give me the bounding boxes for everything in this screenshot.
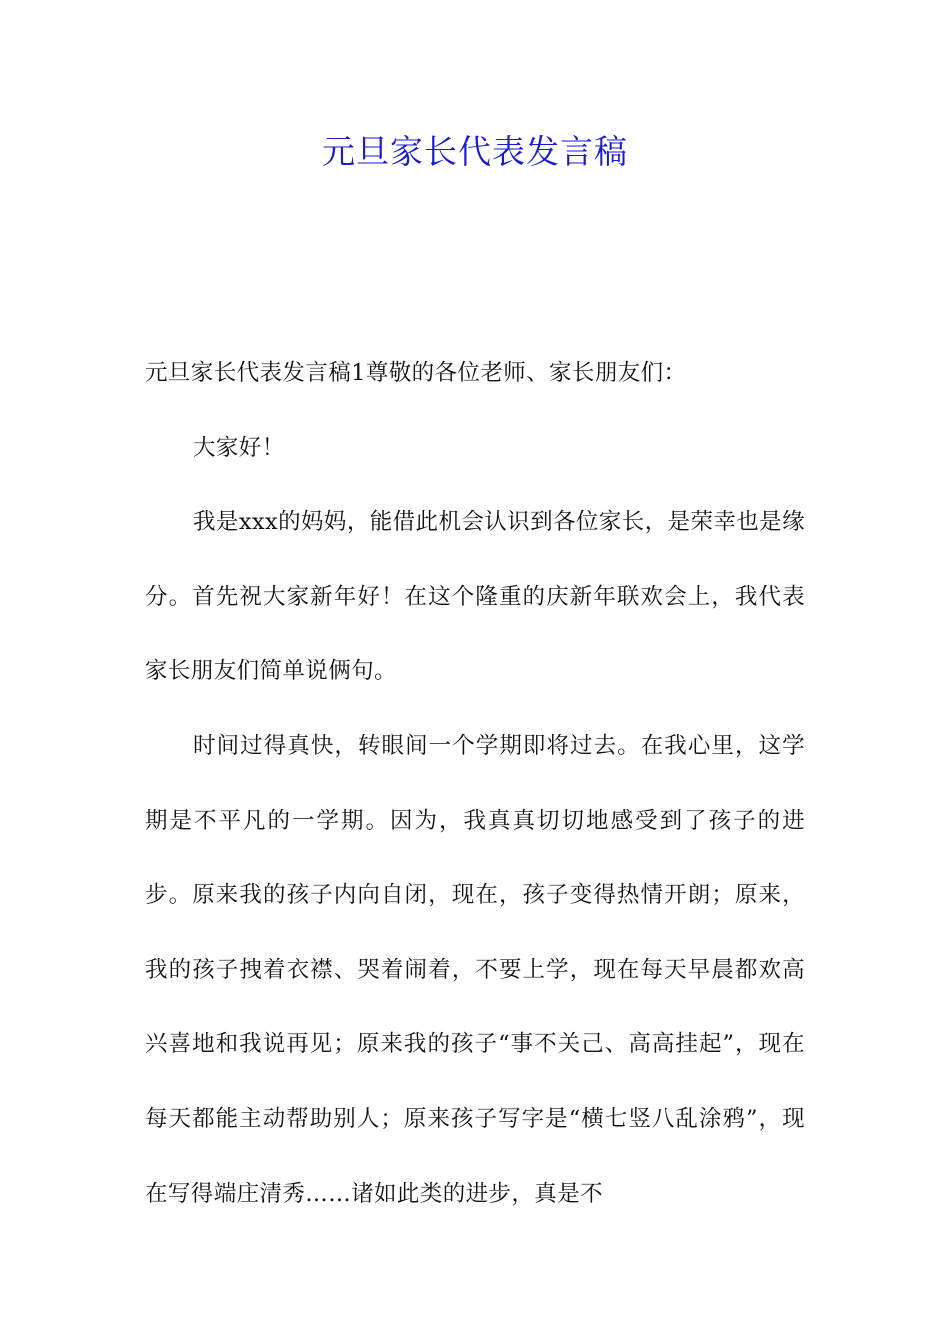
intro-paragraph: 我是xxx的妈妈，能借此机会认识到各位家长，是荣幸也是缘分。首先祝大家新年好！在这个隆重的庆新年联欢会上，我代表家长朋友们简单说俩句。 <box>145 509 805 685</box>
salutation-paragraph: 元旦家长代表发言稿1尊敬的各位老师、家长朋友们： <box>145 360 687 386</box>
greeting-paragraph: 大家好！ <box>193 434 285 461</box>
document-title: 元旦家长代表发言稿 <box>322 132 628 171</box>
document-body <box>145 336 805 1231</box>
progress-paragraph: 时间过得真快，转眼间一个学期即将过去。在我心里，这学期是不平凡的一学期。因为，我真真切切地感受到了孩子的进步。原来我的孩子内向自闭，现在，孩子变得热情开朗；原来，我的孩子拽着衣襟、哭着闹着，不要上学，现在每天早晨都欢高兴喜地和我说再见；原来我的孩子“事不关己、高高挂起”，现在每天都能主动帮助别人；原来孩子写字是“横七竖八乱涂鸦”，现在写得端庄清秀……诸如此类的进步，真是不 <box>145 732 805 1207</box>
